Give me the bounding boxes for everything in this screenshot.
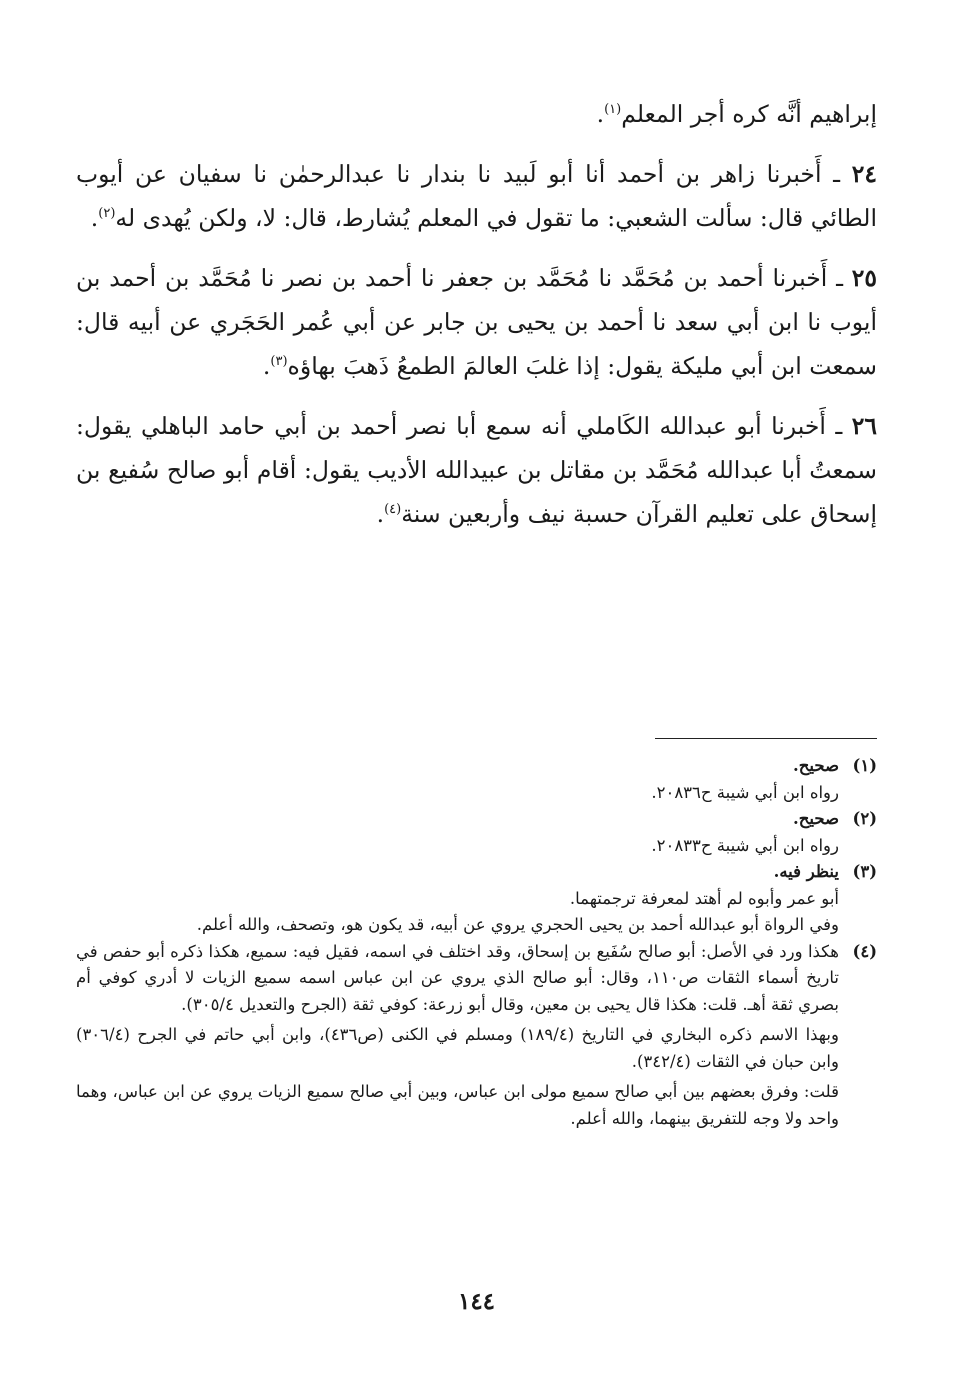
footnote-4 xyxy=(76,939,877,1133)
footnote-text: وبهذا الاسم ذكره البخاري في التاريخ (١٨٩/٤) ومسلم في الكنى (ص٤٣٦)، وابن أبي حاتم في الجرح (٣٠٦/٤) وابن حبان في الثقات (٣٤٢/٤). xyxy=(76,1025,839,1071)
paragraph-24: ٢٤ ـ أَخبرنا زاهر بن أحمد أنا أبو لَبيد نا بندار نا عبدالرحمٰن نا سفيان عن أيوب الطائي قال: سألت الشعبي: ما تقول في المعلم يُشارط، قال: لا، ولكن يُهدى له$^{(٢)}$. xyxy=(76,160,877,232)
paragraph-25: ٢٥ ـ أَخبرنا أحمد بن مُحَمَّد نا مُحَمَّد بن جعفر نا أحمد بن نصر نا مُحَمَّد بن أحمد بن أيوب نا ابن أبي سعد نا أحمد بن يحيى بن جابر عن أبي عُمر الحَجَري عن أبيه قال: سمعت ابن أبي مليكة يقول: إذا غلبَ العالمَ الطمعُ ذَهبَ بهاؤه$^{(٣)}$. xyxy=(76,264,877,380)
hadith-number: ٢٤ xyxy=(851,160,877,188)
footnote-ref-4[interactable]: (٤) xyxy=(384,502,402,518)
footnote-grade: صحيح. xyxy=(792,756,839,775)
footnote-grade: ينظر فيه. xyxy=(773,862,839,881)
page-number: ١٤٤ xyxy=(457,1288,496,1315)
footnote-1 xyxy=(76,753,877,806)
footnote-text: رواه ابن أبي شيبة ح٢٠٨٣٣. xyxy=(651,835,839,855)
footnote-text: وفي الرواة أبو عبدالله أحمد بن يحيى الحجري يروي عن أبيه، قد يكون هو، وتصحف، والله أعلم. xyxy=(196,915,839,934)
footnote-3 xyxy=(76,859,877,939)
footnote-ref-1[interactable]: (١) xyxy=(604,102,622,118)
footnote-number: (٣) xyxy=(852,862,877,881)
footnote-number: (١) xyxy=(852,756,877,775)
footnote-text: قلت: وفرق بعضهم بين أبي صالح سميع مولى ابن عباس، وبين أبي صالح سميع الزيات يروي عن ابن عباس، وهما واحد ولا وجه للتفريق بينهما، والله أعلم. xyxy=(76,1082,839,1128)
footnote-text: أبو عمر وأبوه لم أهتد لمعرفة ترجمتهما. xyxy=(569,888,839,908)
main-text xyxy=(76,92,877,696)
footnote-ref-2[interactable]: (٢) xyxy=(98,206,116,222)
footnote-grade: صحيح. xyxy=(792,809,839,828)
paragraph-continuation: إبراهيم أنَّه كره أجر المعلم$^{(١)}$. xyxy=(596,100,877,128)
footnotes xyxy=(76,753,877,1132)
footnote-divider xyxy=(655,738,877,739)
footnote-ref-3[interactable]: (٣) xyxy=(270,354,288,370)
footnote-text: هكذا ورد في الأصل: أبو صالح سُفَيع بن إسحاق، وقد اختلف في اسمه، فقيل فيه: سميع، هكذا ذكره أبو حفص في تاريخ أسماء الثقات ص١١٠، وقال: أبو صالح الذي يروي عن ابن عباس اسمه سميع الزيات لا أدري كوفي أم بصري ثقة أهـ. قلت: هكذا قال يحيى بن معين، وقال أبو زرعة: كوفي ثقة (الجرح والتعديل ٣٠٥/٤). xyxy=(76,941,839,1014)
hadith-number: ٢٥ xyxy=(851,264,877,292)
hadith-number: ٢٦ xyxy=(851,412,877,440)
paragraph-26: ٢٦ ـ أَخبرنا أبو عبدالله الكَاملي أنه سمع أبا نصر أحمد بن أبي حامد الباهلي يقول: سمعتُ أبا عبدالله مُحَمَّد بن مقاتل بن عبيدالله الأديب يقول: أقام أبو صالح سُفيع بن إسحاق على تعليم القرآن حسبة نيف وأربعين سنة$^{(٤)}$. xyxy=(76,412,877,528)
footnote-number: (٢) xyxy=(852,809,877,828)
footnote-2 xyxy=(76,806,877,859)
footnote-number: (٤) xyxy=(852,941,877,961)
footnote-text: رواه ابن أبي شيبة ح٢٠٨٣٦. xyxy=(651,782,839,802)
